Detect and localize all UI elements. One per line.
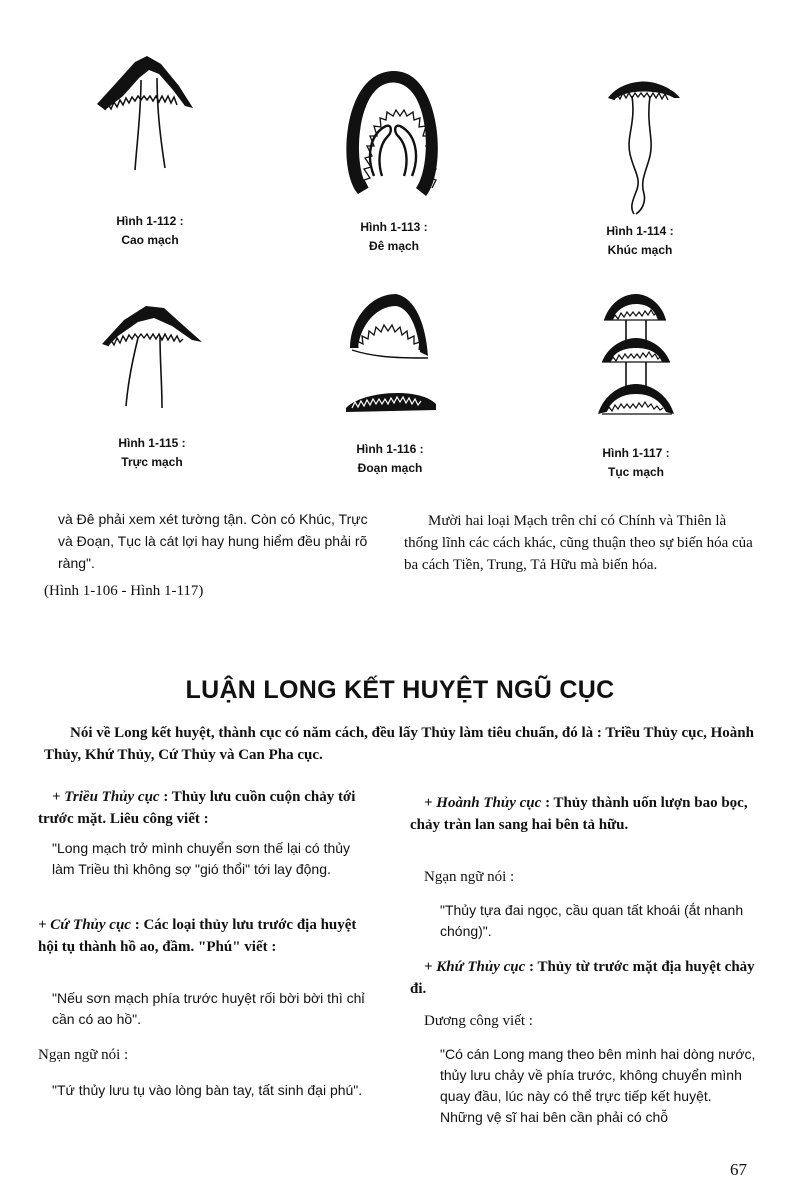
figure-name: Đoạn mạch — [357, 461, 423, 475]
cu-thuy-text: : Các loại thủy lưu trước địa huyệt hội tụ thành hồ ao, đầm. "Phú" viết : — [38, 917, 357, 955]
hoanh-thuy-paragraph — [410, 792, 760, 836]
truc-mach-figure — [98, 302, 208, 412]
upper-left-paragraph: và Đê phải xem xét tường tận. Còn có Khúc, Trực và Đoạn, Tục là cát lợi hay hung hiểm đều phải rõ ràng". — [58, 511, 368, 571]
hoanh-thuy-text: : Thủy thành uốn lượn bao bọc, chảy tràn lan sang hai bên tả hữu. — [410, 795, 748, 833]
de-mach-figure — [340, 64, 445, 204]
ngan-ngu-label-right: Ngạn ngữ nói : — [424, 869, 515, 885]
cu-thuy-paragraph — [38, 914, 378, 958]
figure-name: Đê mạch — [368, 239, 420, 253]
duong-cong-quote: "Có cán Long mang theo bên mình hai dòng nước, thủy lưu chảy về phía trước, không chuyển mình quay đầu, lúc này có thể trực tiếp kết huyệt. Những vệ sĩ hai bên cần phải có chỗ — [440, 1046, 756, 1125]
ngan-ngu-quote-right: "Thủy tựa đai ngọc, cầu quan tất khoái (ắt nhanh chóng)". — [440, 902, 744, 939]
phu-quote: "Nếu sơn mạch phía trước huyệt rối bời bời thì chỉ cần có ao hồ". — [52, 990, 365, 1027]
figure-name: Khúc mạch — [607, 243, 673, 257]
ngan-ngu-label-left: Ngạn ngữ nói : — [38, 1047, 129, 1063]
khu-thuy-paragraph — [410, 956, 760, 1000]
khu-thuy-text: : Thủy từ trước mặt địa huyệt chảy đi. — [410, 959, 755, 997]
figure-number: Hình 1-113 : — [360, 220, 428, 234]
cu-thuy-term: + Cứ Thủy cục — [38, 917, 131, 933]
figure-name: Cao mạch — [121, 233, 179, 247]
figure-caption — [80, 212, 220, 250]
intro-paragraph: Nói về Long kết huyệt, thành cục có năm cách, đều lấy Thủy làm tiêu chuẩn, đó là : Triều Thủy cục, Hoành Thủy, Khứ Thủy, Cứ Thủy và Can Pha cục. — [44, 725, 754, 763]
figure-name: Tục mạch — [607, 465, 664, 479]
figure-caption — [320, 440, 460, 478]
figure-number: Hình 1-117 : — [602, 446, 670, 460]
figure-caption — [566, 444, 706, 482]
trieu-thuy-term: + Triều Thủy cục — [52, 789, 160, 805]
section-heading: LUẬN LONG KẾT HUYỆT NGŨ CỤC — [185, 676, 615, 704]
figure-number: Hình 1-114 : — [606, 224, 674, 238]
upper-right-paragraph: Mười hai loại Mạch trên chỉ có Chính và Thiên là thống lĩnh các cách khác, cũng thuận theo sự biến hóa của ba cách Tiền, Trung, Tả Hữu mà biến hóa. — [404, 513, 753, 573]
figure-name: Trực mạch — [121, 455, 183, 469]
lieu-cong-quote: "Long mạch trở mình chuyển sơn thế lại có thủy làm Triều thì không sợ "gió thổi" tới lay động. — [52, 840, 351, 877]
figure-caption — [570, 222, 710, 260]
khu-thuy-term: + Khứ Thủy cục — [424, 959, 526, 975]
figure-caption — [82, 434, 222, 472]
figure-caption — [324, 218, 464, 256]
figure-number: Hình 1-112 : — [116, 214, 184, 228]
hoanh-thuy-term: + Hoành Thủy cục — [424, 795, 542, 811]
trieu-thuy-text: : Thủy lưu cuồn cuộn chảy tới trước mặt. Liêu công viết : — [38, 789, 356, 827]
trieu-thuy-paragraph — [38, 786, 378, 830]
figure-reference: (Hình 1-106 - Hình 1-117) — [44, 583, 204, 599]
tuc-mach-figure — [596, 290, 676, 426]
figure-number: Hình 1-115 : — [118, 436, 186, 450]
khuc-mach-figure — [604, 76, 684, 216]
doan-mach-figure — [340, 286, 440, 418]
ngan-ngu-quote-left: "Tứ thủy lưu tụ vào lòng bàn tay, tất sinh đại phú". — [52, 1082, 363, 1098]
cao-mach-figure — [95, 52, 205, 172]
duong-cong-label: Dương công viết : — [424, 1013, 533, 1029]
figure-number: Hình 1-116 : — [356, 442, 424, 456]
page-number: 67 — [730, 1160, 747, 1179]
